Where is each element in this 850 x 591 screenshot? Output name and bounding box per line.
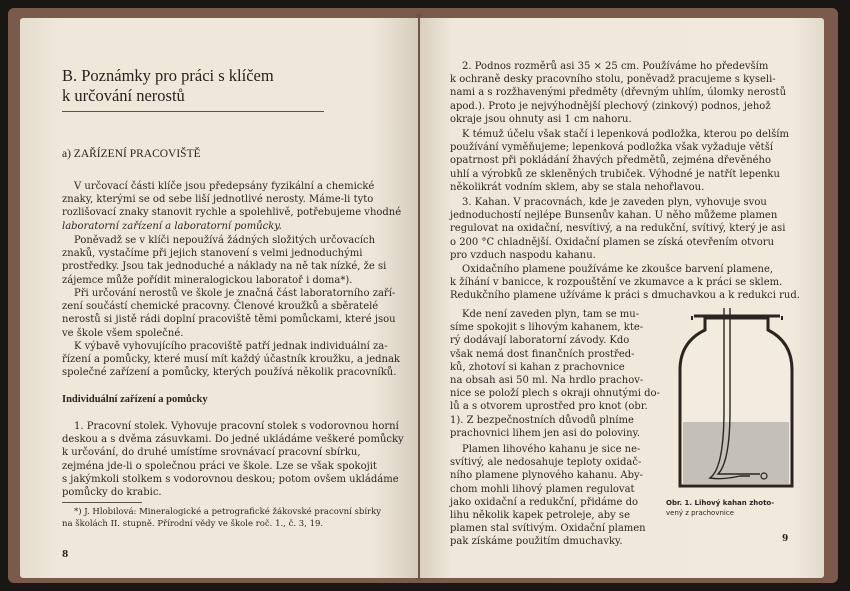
footnote: *) J. Hlobilová: Mineralogické a petrografické žákovské pracovní sbírky na školách II. stupně. Přírodní vědy ve škole roč. 1., č. 3, 19. — [62, 507, 382, 529]
title-rule — [62, 111, 324, 112]
right-page — [420, 18, 824, 578]
open-book — [8, 8, 838, 583]
paragraph-4: K výbavě vyhovujícího pracoviště patří jednak individuální za- řízení a pomůcky, které musí mít každý účastník kroužku, a jednak společné zařízení a pomůcky, kterých používá několik pracovníků. — [62, 341, 400, 379]
footnote-rule — [62, 502, 142, 503]
paragraph-3: Při určování nerostů ve škole je značná část laboratorního zaří- zení součástí chemické pracovny. Členové kroužků a sběratelé nerostů si jistě rádi doplní pracoviště těmi pomůckami, které jsou ve škole všem společné. — [62, 288, 396, 339]
paragraph-podnos: 2. Podnos rozměrů asi 35 × 25 cm. Používáme ho především k ochraně desky pracovního stolu, poněvadž pracujeme s kyseli- nami a s rozžhavenými předměty (dřevným uhlím, úlomky nerostů apod.). Proto je nejvýhodnější plechový (zinkový) podnos, jehož okraje jsou ohnuty asi 1 cm nahoru. — [450, 61, 787, 125]
subsection-heading: Individuální zařízení a pomůcky — [62, 394, 208, 405]
paragraph-2: Poněvadž se v klíči nepoužívá žádných složitých určovacích znaků, vystačíme při jejich stanovení s velmi jednoduchými prostředky. Jsou tak jednoduché a náklady na ně tak nízké, že si zájemce může pořídit mineralogickou laboratoř i doma*). — [62, 235, 387, 286]
paragraph-oxidacni: Oxidačního plamene používáme ke zkoušce barvení plamene, k žíhání v banicce, k rozpouštění ve zkumavce a k práci se sklem. Redukčního plamene užíváme k práci s dmuchavkou a k redukci rud. — [450, 264, 800, 302]
paragraph-1: V určovací části klíče jsou předepsány fyzikální a chemické znaky, kterými se od sebe liší jednotlivé nerosty. Máme-li tyto rozlišovací znaky stanovit rychle a spolehlivě, potřebujeme vhodné laboratorní zařízení a laboratorní pomůcky. — [62, 181, 402, 232]
paragraph-lepenka: K témuž účelu však stačí i lepenková podložka, kterou po delším používání vyměňujeme; lepenková podložka však vyžaduje větší opatrnost při pokládání žhavých předmětů, zejména dřevěného uhlí a výrobků ze skleněných trubiček. Výhodné je natřít lepenku několikrát vodním sklem, aby se stala nehořlavou. — [450, 129, 789, 193]
chapter-title: B. Poznámky pro práci s klíčem k určování nerostů — [62, 66, 274, 105]
alcohol-lamp-figure — [670, 290, 800, 490]
section-heading: a) ZAŘÍZENÍ PRACOVIŠTĚ — [62, 148, 201, 160]
paragraph-kahan: 3. Kahan. V pracovnách, kde je zaveden plyn, vyhovuje svou jednoduchostí nejlépe Bunsenův kahan. U něho můžeme plamen regulovat na oxidační, nesvítivý, a na redukční, svítivý, který je asi o 200 °C chladnější. Oxidační plamen se získá otevřením otvoru pro vzduch naspodu kahanu. — [450, 197, 786, 261]
paragraph-plamen: Plamen lihového kahanu je sice ne- svítivý, ale nedosahuje teploty oxidač- ního plamene plynového kahanu. Aby- chom mohli lihový plamen regulovat jako oxidační a redukční, přidáme do lihu několik kapek petroleje, aby se plamen stal svítivým. Oxidační plamen pak získáme použitím dmuchavky. — [450, 444, 646, 548]
figure-caption: Obr. 1. Lihový kahan zhoto- vený z prachovnice — [666, 499, 775, 517]
paragraph-5: 1. Pracovní stolek. Vyhovuje pracovní stolek s vodorovnou horní deskou a s dvěma zásuvkami. Do jedné ukládáme veškeré pomůcky k určování, do druhé umístíme srovnávací pracovní sbírku, zejména jde-li o společnou práci ve škole. Lze se však spokojit s jakýmkoli stolkem s vodorovnou deskou; potom ovšem ukládáme pomůcky do krabic. — [62, 421, 404, 499]
left-page — [20, 18, 418, 578]
paragraph-lihovy-kahan: Kde není zaveden plyn, tam se mu- síme spokojit s lihovým kahanem, kte- rý dodávají laboratorní závody. Kdo však nemá dost finančních prostřed- ků, zhotoví si kahan z prachovnice na obsah asi 50 ml. Na hrdlo prachov- nice se položí plech s okraji ohnutými do- lů a s otvorem uprostřed pro knot (obr. 1). Z bezpečnostních důvodů plníme prachovnici lihem jen asi do poloviny. — [450, 309, 660, 439]
alcohol-liquid — [683, 422, 789, 484]
page-number-left: 8 — [62, 550, 69, 560]
page-number-right: 9 — [782, 534, 789, 544]
